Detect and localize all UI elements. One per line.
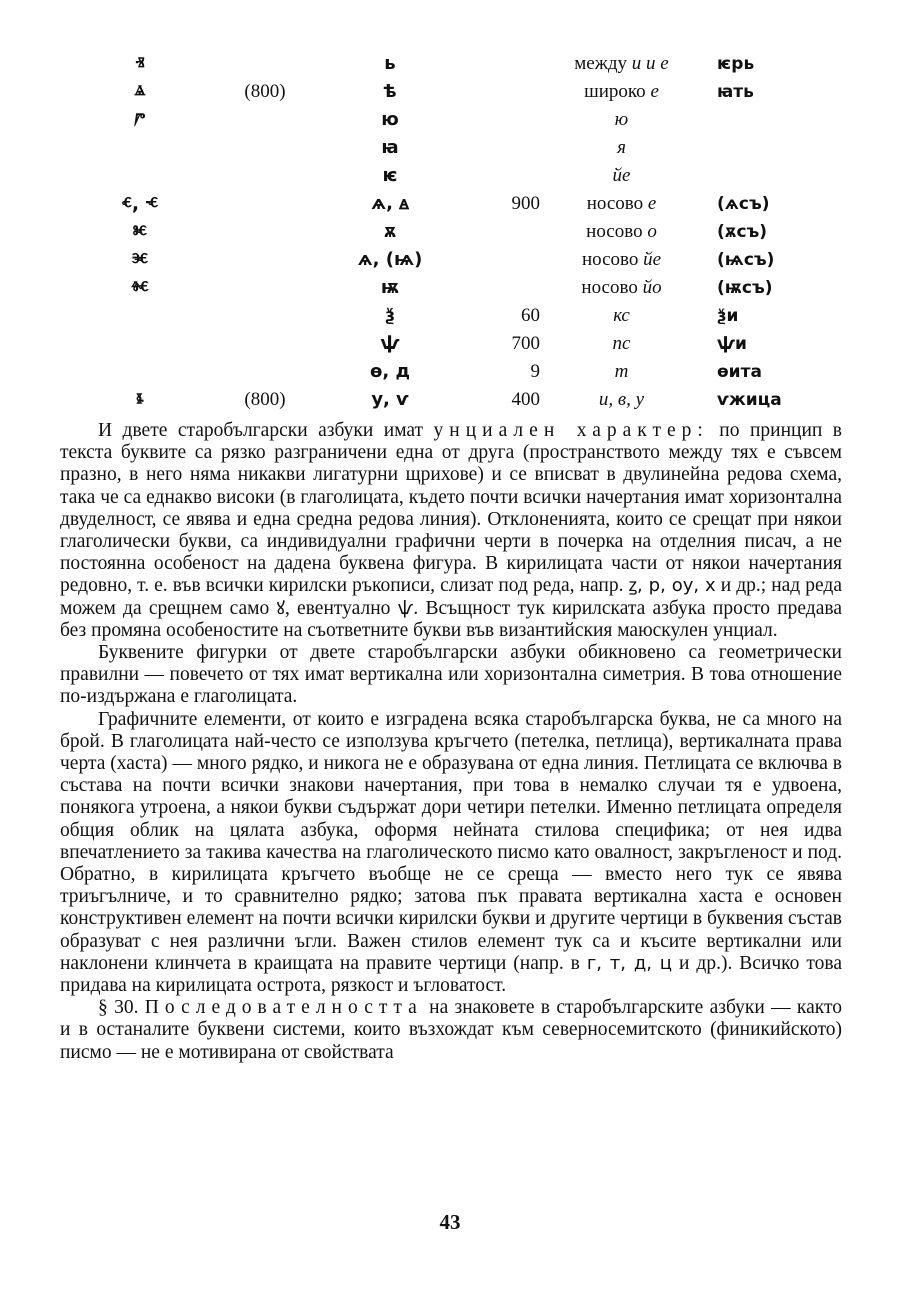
letters-table <box>0 0 850 414</box>
sound-value-cell <box>540 302 703 330</box>
text-run: на знаковете в старобългарските азбуки — както и в останалите буквени системи, които възхождат към северносемитското (финикийското) писмо — не е мотивирана от свойствата <box>60 997 842 1063</box>
glagolitic-letter-cell: ⱛ <box>136 389 144 411</box>
body-text <box>60 420 842 1064</box>
sound-value-italic: кс <box>613 305 630 326</box>
table-row <box>60 218 850 246</box>
table-row <box>60 50 850 78</box>
table-row <box>60 358 850 386</box>
glagolitic-value-cell <box>220 246 310 274</box>
cyrillic-letter-cell: ѥ <box>382 165 398 186</box>
cyrillic-letter-cell: ѯ <box>384 305 396 326</box>
glagolitic-value-cell: (800) <box>244 389 286 410</box>
cyrillic-value-cell: 700 <box>511 333 540 354</box>
glagolitic-value-cell <box>220 358 310 386</box>
sound-value-cell: носово йо <box>581 277 662 298</box>
glagolitic-value-cell <box>220 134 310 162</box>
sound-value-cell: носово е <box>586 193 657 214</box>
paragraph <box>60 420 842 642</box>
table-row <box>60 190 850 218</box>
text-run: ѱ <box>397 597 414 619</box>
glagolitic-value-cell <box>220 50 310 78</box>
glagolitic-value-cell <box>220 218 310 246</box>
sound-value-italic: йе <box>612 165 631 186</box>
sound-value-italic: е <box>647 193 657 214</box>
letter-name-cell: ѵжица <box>717 390 782 410</box>
sound-value-italic: я <box>617 137 626 158</box>
cyrillic-value-cell <box>470 246 540 274</box>
sound-value-cell <box>540 386 703 414</box>
cyrillic-value-cell <box>470 78 540 106</box>
glagolitic-letter-cell <box>60 134 220 162</box>
sound-value-italic: ю <box>614 109 629 130</box>
cyrillic-value-cell: 9 <box>530 361 540 382</box>
sound-value-italic: и и е <box>631 53 669 74</box>
sound-value-italic: йо <box>642 277 662 298</box>
paragraph <box>60 642 842 709</box>
sound-value-italic: е <box>650 81 659 102</box>
sound-value-cell: носово йе <box>581 249 662 270</box>
letter-name-cell <box>703 106 850 134</box>
cyrillic-value-cell: 900 <box>511 193 540 214</box>
table-row <box>60 106 850 134</box>
cyrillic-value-cell <box>470 162 540 190</box>
text-run: и др.). Всичко това придава на кирилицата острота, рязкост и ъгловатост. <box>60 952 842 997</box>
sound-value-cell: между и и е <box>574 53 669 74</box>
sound-value-cell: широко е <box>584 81 659 102</box>
glagolitic-value-cell <box>220 302 310 330</box>
glagolitic-letter-cell <box>60 330 220 358</box>
letter-name-cell <box>703 162 850 190</box>
glagolitic-value-cell <box>220 330 310 358</box>
cyrillic-letter-cell: ѧ, ꙙ <box>371 193 409 214</box>
text-run: Последователността <box>144 997 423 1019</box>
cyrillic-value-cell <box>470 50 540 78</box>
letter-name-cell: ѥрь <box>717 54 755 74</box>
sound-value-italic: о <box>647 221 657 242</box>
cyrillic-letter-cell: ѧ, (ѩ) <box>357 249 423 270</box>
sound-value-cell <box>540 330 703 358</box>
cyrillic-value-cell <box>470 134 540 162</box>
cyrillic-letter-cell: у, ѵ <box>371 389 409 410</box>
sound-value-italic: пс <box>612 333 631 354</box>
glagolitic-letter-cell <box>60 302 220 330</box>
sound-value-cell <box>540 358 703 386</box>
table-row <box>60 330 850 358</box>
glagolitic-value-cell: (800) <box>244 81 286 102</box>
cyrillic-value-cell <box>470 274 540 302</box>
letter-name-cell: ꙗть <box>717 82 754 102</box>
cyrillic-letter-cell: ѭ <box>380 277 400 298</box>
sound-value-cell: носово о <box>586 221 657 242</box>
glagolitic-value-cell <box>220 162 310 190</box>
sound-value-italic: и, в, у <box>598 389 645 410</box>
cyrillic-value-cell <box>470 218 540 246</box>
text-run: ꙋ <box>276 597 285 619</box>
cyrillic-letter-cell: ь <box>384 53 396 74</box>
text-run: Буквените фигурки от двете старобългарски азбуки обикновено са геометрически правилни — повечето от тях имат вертикална или хоризонтална симетрия. В това отношение по-издържана е глаголицата. <box>60 642 842 708</box>
text-run: , евентуално <box>284 597 398 619</box>
table-row <box>60 134 850 162</box>
text-run: И двете старобългарски азбуки имат <box>98 420 434 441</box>
cyrillic-letter-cell: ѣ <box>383 81 397 102</box>
table-row <box>60 246 850 274</box>
sound-value-italic: йе <box>643 249 662 270</box>
text-run: ꙁ, р, оу, х <box>628 575 716 597</box>
table-row <box>60 274 850 302</box>
sound-value-italic: т <box>614 361 629 382</box>
glagolitic-value-cell <box>220 190 310 218</box>
paragraph <box>60 997 842 1064</box>
glagolitic-letter-cell: ⱐ <box>135 53 145 75</box>
letter-name-cell: (ѭсъ) <box>717 278 773 298</box>
cyrillic-letter-cell: ѫ <box>383 221 397 242</box>
cyrillic-value-cell: 400 <box>511 389 540 410</box>
text-run: г, т, д, ц <box>586 952 673 974</box>
cyrillic-letter-cell: ѱ <box>380 333 400 354</box>
glagolitic-letter-cell: ⱑ <box>134 81 146 103</box>
text-run: . Всъщност тук кирилската азбука просто предава без промяна особеностите на съответните букви във византийския маюскулен унциал. <box>60 597 842 641</box>
sound-value-cell <box>540 134 703 162</box>
letter-name-cell: ѱи <box>717 334 747 354</box>
glagolitic-letter-cell: ⱔ, ⱕ <box>121 193 159 215</box>
table-row <box>60 162 850 190</box>
sound-value-cell <box>540 162 703 190</box>
glagolitic-value-cell <box>220 274 310 302</box>
glagolitic-letter-cell <box>60 358 220 386</box>
cyrillic-value-cell <box>470 106 540 134</box>
letter-name-cell <box>703 134 850 162</box>
text-run: и др.; над реда можем да срещнем само <box>60 575 842 619</box>
sound-value-cell <box>540 106 703 134</box>
cyrillic-letter-cell: ѳ, д <box>369 361 410 382</box>
paragraph <box>60 709 842 998</box>
text-run: § 30. <box>98 997 145 1019</box>
letter-name-cell: (ѩсъ) <box>717 250 775 270</box>
table-row <box>60 78 850 106</box>
table-row <box>60 386 850 414</box>
cyrillic-letter-cell: ю <box>381 109 399 130</box>
text-run: Графичните елементи, от които е изградена всяка старобългарска буква, не са много на брой. В глаголицата най-често се използува кръгчето (петелка, петлица), вертикалната права черта (хаста) — много рядко, и никога не е образувана от една линия. Петлицата се включва в състава на почти всички знакови начертания, при това в немалко случаи тя е удвоена, понякога утроена, а някои букви съдържат дори четири петелки. Именно петлицата определя общия облик на цялата азбука, оформя нейната стилова специфика; от нея идва впечатлението за такива качества на глаголическото писмо като овалност, закръгленост и под. Обратно, в кирилицата кръгчето въобще не се среща — вместо него тук се явява триъгълниче, и то сравнително рядко; затова пък правата вертикална хаста е основен конструктивен елемент на почти всички кирилски букви и другите чертици в буквения състав образуват с нея различни ъгли. Важен стилов елемент тук са и късите вертикални или наклонени клинчета в краищата на правите чертици (напр. в <box>60 708 842 974</box>
text-run: по принцип в текста буквите са рязко разграничени една от друга (пространството между тях е съвсем празно, в него няма никакви лигатурни щрихове) и се вписват в двулинейна редова схема, така че са еднакво високи (в глаголицата, където почти всички начертания имат хоризонтална двуделност, се явява и една средна редова линия). Отклоненията, които се срещат при някои глаголически букви, са индивидуални графични черти в почерка на отделния писач, а не постоянна особеност на дадена буквена фигура. В кирилицата части от някои начертания редовно, т. е. във всички кирилски ръкописи, слизат под реда, напр. <box>60 420 842 597</box>
glagolitic-letter-cell: ⱘ <box>132 221 148 243</box>
letter-name-cell: (ѧсъ) <box>717 194 770 214</box>
table-row <box>60 302 850 330</box>
cyrillic-value-cell: 60 <box>521 305 540 326</box>
letter-name-cell: ѯи <box>717 306 739 326</box>
text-run: унциален характер: <box>433 420 709 441</box>
letter-name-cell: (ѫсъ) <box>717 222 768 242</box>
glagolitic-letter-cell: ⱓ <box>134 109 146 131</box>
glagolitic-value-cell <box>220 106 310 134</box>
glagolitic-letter-cell: ⱙ <box>131 277 149 299</box>
cyrillic-letter-cell: ꙗ <box>381 137 399 158</box>
glagolitic-letter-cell: ⱗ <box>131 249 149 271</box>
letter-name-cell: ѳита <box>717 362 762 382</box>
page-number: 43 <box>439 1210 461 1234</box>
glagolitic-letter-cell <box>60 162 220 190</box>
